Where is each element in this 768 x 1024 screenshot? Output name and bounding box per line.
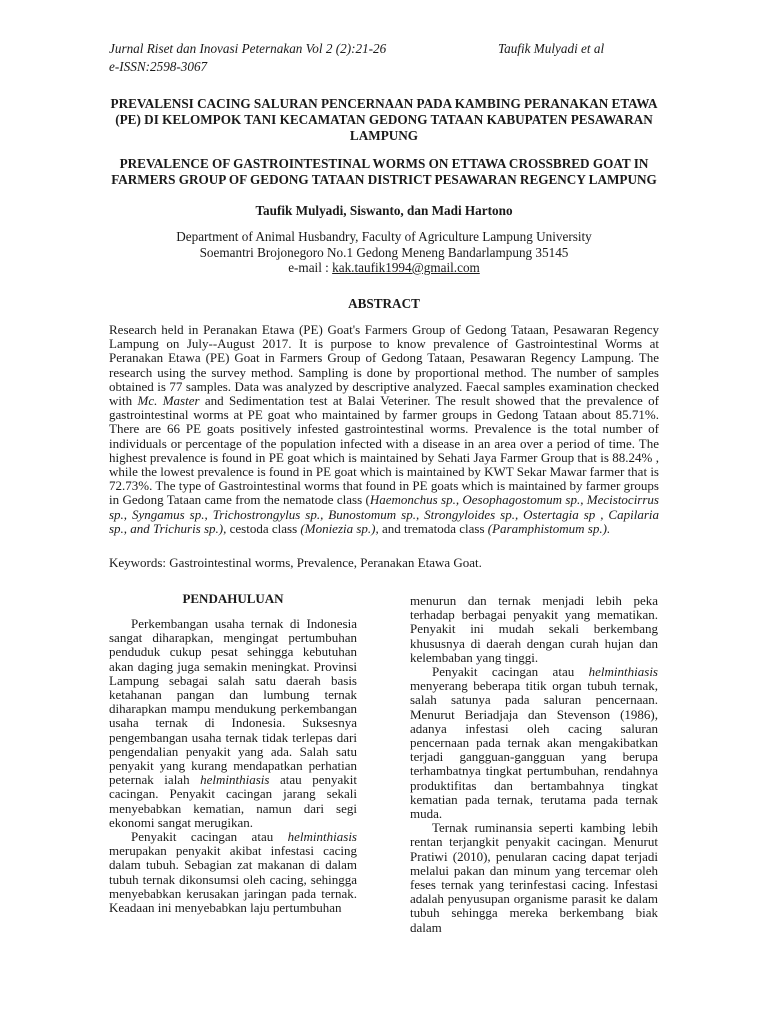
- abstract-heading: ABSTRACT: [348, 296, 420, 311]
- affiliation-email: [109, 260, 659, 276]
- abstract-part-1: Research held in Peranakan Etawa (PE) Goat's Farmers Group of Gedong Tataan, Pesawaran Regency Lampung on July--August 2017. It is purpose to know prevalence of Gastrointestinal Worms at Peranakan Etawa (PE) Goat in Farmers Group of Gedong Tataan, Pesawaran Regency Lampung. The research using the survey method. Sampling is done by proportional method. The number of samples obtained is 77 samples. Data was analyzed by descriptive analyzed. Faecal samples examination checked with: [109, 322, 659, 409]
- paragraph-text: atau penyakit cacingan. Penyakit cacingan jarang sekali menyebabkan kematian, namun dari segi ekonomi sangat merugikan.: [109, 772, 357, 830]
- paragraph: menurun dan ternak menjadi lebih peka terhadap berbagai penyakit yang mematikan. Penyakit ini mudah sekali berkembang khususnya di daerah dengan curah hujan dan kelembaban yang tinggi.: [410, 593, 658, 665]
- abstract-text: [109, 323, 659, 536]
- paragraph: [410, 665, 658, 821]
- paragraph-text: Penyakit cacingan atau: [432, 664, 589, 680]
- abstract-cestoda: (Moniezia sp.),: [300, 520, 379, 536]
- keywords: Keywords: Gastrointestinal worms, Prevalence, Peranakan Etawa Goat.: [109, 555, 482, 570]
- italic-term: helminthiasis: [588, 664, 658, 680]
- issn: e-ISSN:2598-3067: [109, 59, 208, 74]
- paragraph-text: merupakan penyakit akibat infestasi cacing dalam tubuh. Sebagian zat makanan di dalam tubuh ternak dikonsumsi oleh cacing, sehingga menyebabkan kerusakan jaringan pada ternak. Keadaan ini menyebabkan laju pertumbuhan: [109, 843, 357, 916]
- abstract-part-4: and trematoda class: [378, 520, 488, 536]
- abstract-method-name: Mc. Master: [137, 393, 200, 409]
- paragraph: [109, 830, 357, 915]
- italic-term: helminthiasis: [287, 829, 357, 845]
- title-english: PREVALENCE OF GASTROINTESTINAL WORMS ON ETTAWA CROSSBRED GOAT IN FARMERS GROUP OF GEDONG TATAAN DISTRICT PESAWARAN REGENCY LAMPUNG: [111, 156, 657, 187]
- abstract-part-3: cestoda class: [226, 520, 301, 536]
- journal-citation: Jurnal Riset dan Inovasi Peternakan Vol 2 (2):21-26: [109, 41, 387, 56]
- body-column-right: [410, 594, 658, 935]
- paragraph: [109, 617, 357, 830]
- affiliation: [109, 229, 659, 276]
- abstract-part-2: and Sedimentation test at Balai Veteriner. The result showed that the prevalence of gastrointestinal worms at PE goat who maintained by farmer groups in Gedong Tataan about 85.71%. There are 66 PE goats positively infested gastrointestinal worms. Prevalence is the total number of individuals or percentage of the population infected with a disease in an area over a period of time. The highest prevalence is found in PE goat which is maintained by Sehati Jaya Farmer Group that is 88.24% , while the lowest prevalence is found in PE goat which is maintained by KWT Sekar Mawar farmer that is 72.73%. The type of Gastrointestinal worms that found in PE goats which is maintained by farmer groups in Gedong Tataan came from the nematode class (: [109, 393, 659, 508]
- italic-term: helminthiasis: [200, 772, 270, 788]
- running-author: Taufik Mulyadi et al: [498, 41, 605, 56]
- paragraph-text: Penyakit cacingan atau: [131, 829, 288, 845]
- abstract-trematoda: (Paramphistomum sp.).: [487, 520, 611, 536]
- paragraph: Ternak ruminansia seperti kambing lebih rentan terjangkit penyakit cacingan. Menurut Pratiwi (2010), penularan cacing dapat terjadi melalui pakan dan minum yang tercemar oleh feses ternak yang terinfestasi cacing. Infestasi adalah penyusupan organisme parasit ke dalam tubuh sehingga mereka berkembang biak dalam: [410, 820, 658, 935]
- body-column-left: [109, 591, 357, 915]
- email-link[interactable]: kak.taufik1994@gmail.com: [332, 260, 480, 275]
- email-label: e-mail :: [288, 260, 333, 275]
- paragraph-text: Perkembangan usaha ternak di Indonesia sangat diharapkan, mengingat pertumbuhan penduduk cukup pesat sehingga kebutuhan akan daging juga semakin meningkat. Provinsi Lampung sebagai salah satu daerah basis ketahanan pangan dan lumbung ternak diharapkan mampu mendukung perkembangan usaha ternak di Indonesia. Suksesnya pengembangan usaha ternak tidak terlepas dari pengendalian penyakit yang ada. Salah satu penyakit yang kurang mendapatkan perhatian peternak ialah: [109, 616, 357, 788]
- paragraph-text: menyerang beberapa titik organ tubuh ternak, salah satunya pada saluran pencernaan. Menurut Beriadjaja dan Stevenson (1986), adanya infestasi oleh cacing saluran pencernaan pada ternak akan mengakibatkan terjadi gangguan-gangguan yang berupa terhambatnya tingkat pertumbuhan, rendahnya produktifitas dan bertambahnya tingkat kematian pada ternak, terutama pada ternak muda.: [410, 678, 658, 822]
- affiliation-department: Department of Animal Husbandry, Faculty of Agriculture Lampung University: [176, 229, 592, 244]
- title-indonesian: PREVALENSI CACING SALURAN PENCERNAAN PADA KAMBING PERANAKAN ETAWA (PE) DI KELOMPOK TANI KECAMATAN GEDONG TATAAN KABUPATEN PESAWARAN LAMPUNG: [110, 96, 658, 143]
- author-list: Taufik Mulyadi, Siswanto, dan Madi Hartono: [255, 203, 513, 218]
- section-heading-pendahuluan: PENDAHULUAN: [182, 591, 284, 606]
- affiliation-address: Soemantri Brojonegoro No.1 Gedong Meneng Bandarlampung 35145: [199, 244, 569, 260]
- abstract-nematode-list: Haemonchus sp., Oesophagostomum sp., Mecistocirrus sp., Syngamus sp., Trichostrongylus sp., Bunostomum sp., Strongyloides sp., Ostertagia sp , Capilaria sp., and Trichuris sp.),: [109, 492, 659, 536]
